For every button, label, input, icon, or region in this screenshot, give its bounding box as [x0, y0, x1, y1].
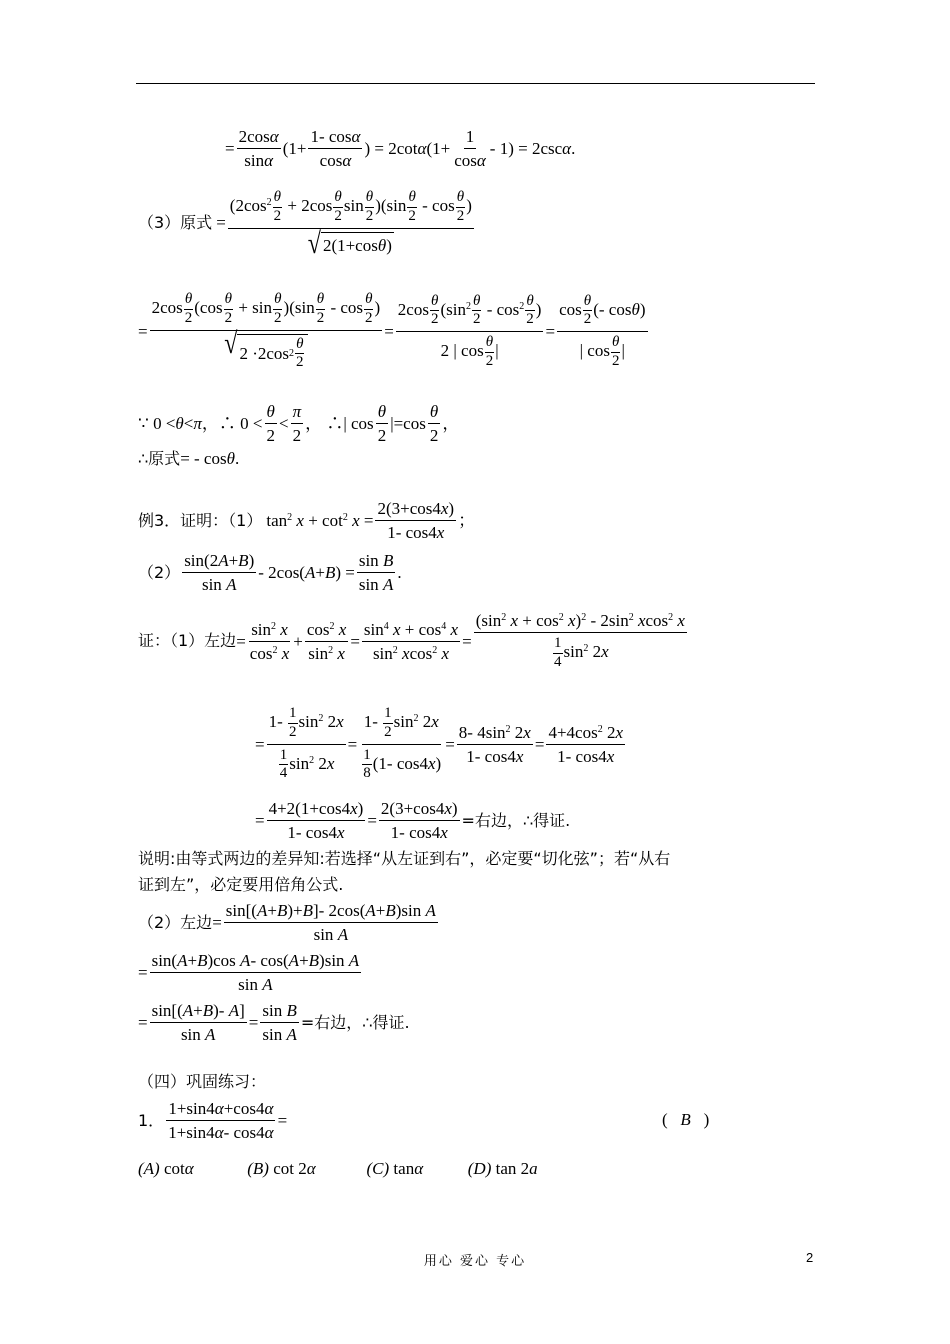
question-1: 1． $\frac{1+\sin 4\alpha+\cos 4\alpha}{1+\sin 4\alpha- \cos 4\alpha}$ =	[138, 1099, 288, 1142]
answer-value: B	[680, 1110, 691, 1129]
example-3-line: 例3．证明：（1） $\tan^2 x + \cot^2 x$ = $\frac{2(3+\cos 4x)}{1- \cos 4x}$ ；	[138, 499, 476, 542]
question-1-number: 1．	[138, 1110, 165, 1130]
orig-label: （3）原式	[138, 212, 213, 232]
proof-line-2: = 1- $\frac{1}{2}$ $\sin^2 2x$ $\frac{1}{4}$ $\sin^2 2x$ = 1- $\frac{1}{2}$ $\sin^2 2x$ $\frac{1}{8}$ (1- cos4x) = $\frac{8- 4\sin^2 2x}{1- \cos 4x}$ = $\frac{4+4\cos^2 2x}{1- \cos 4x}$	[255, 705, 623, 782]
p2-label: （2）左边	[138, 912, 213, 932]
proof2-line-1: （2）左边 = $\frac{\text{sin[(A+B)+B]- 2cos(A+B)sin A}}{\text{sin A}}$	[138, 901, 436, 944]
equation-line-5: ∴原式 = - cos θ .	[138, 448, 240, 468]
option-c[interactable]: (C) tanα	[366, 1159, 424, 1178]
equation-line-3: = 2cos $\frac{\theta}{2}$ (cos $\frac{\theta}{2}$ + sin $\frac{\theta}{2}$ )(sin $\frac{\theta}{2}$ - cos $\frac{\theta}{2}$ ) √ 2 ·2cos 2 θ 2 = 2cos $\frac{\theta}{2}$ ($\sin^2$ $\frac{\theta}{2}$ - $\cos^2$ $\frac{\theta}{2}$ ) 2 | cos $\frac{\theta}{2}$ | = cos $\frac{\theta}{2}$ (- cosθ) | cos $\frac{\theta}{2}$ |	[138, 291, 646, 371]
orig-result-label: ∴原式	[138, 448, 181, 468]
footer-text: 用心 爱心 专心	[423, 1254, 527, 1269]
example-3-part2: （2） $\frac{\sin(2A+B)}{\text{sin A}}$ - 2cos( A + B ) = $\frac{\text{sin B}}{\text{sin A}}$ .	[138, 551, 402, 594]
proof-line-1: 证：（1）左边 = $\frac{\sin^2 x}{\cos^2 x}$ + $\frac{\cos^2 x}{\sin^2 x}$ = $\frac{\sin^4 x + \cos^4 x}{\sin^2 xcos^2 x}$ = ($\sin^2$ $x + \cos^2 x)^2 - 2\sin^2$ xcos$^2$ x $\frac{1}{4}$ $\sin^2 2x$	[138, 611, 685, 670]
equation-line-4: ∵ 0 < θ < π ，∴ 0 < $\frac{\theta}{2}$ < $\frac{\pi}{2}$ ， ∴| cos $\frac{\theta}{2}$ |=cos $\frac{\theta}{2}$ ，	[138, 402, 460, 445]
option-d[interactable]: (D) tan 2a	[467, 1159, 538, 1178]
option-a[interactable]: (A) cotα	[138, 1159, 194, 1178]
equation-line-2: （3）原式 = ($2\cos^2$ $\frac{\theta}{2}$ + 2cos $\frac{\theta}{2}$ sin $\frac{\theta}{2}$ )(sin $\frac{\theta}{2}$ - cos $\frac{\theta}{2}$ ) √ 2(1+cos θ )	[138, 189, 472, 260]
options-row	[138, 1160, 538, 1177]
option-b[interactable]: (B) cot 2α	[247, 1159, 316, 1178]
proof2-line-3: = $\frac{\sin[(A+B)- A]}{\text{sin A}}$ = $\frac{\text{sin B}}{\text{sin A}}$ =右边，∴得证.	[138, 1001, 410, 1044]
header-rule	[136, 83, 815, 84]
page-number: 2	[806, 1250, 814, 1265]
example-3-label: 例3．证明：（1）	[138, 510, 263, 530]
explanation-line-1: 说明:由等式两边的差异知:若选择“从左证到右”，必定要“切化弦”；若“从右	[138, 849, 671, 868]
p2-right-text: =右边，∴得证.	[300, 1012, 410, 1032]
proof-line-3: = $\frac{4+2(1+\cos 4x)}{1- \cos 4x}$ = $\frac{2(3+\cos 4x)}{1- \cos 4x}$ =右边，∴得证.	[255, 799, 571, 842]
right-side-text: =右边，∴得证.	[461, 810, 571, 830]
proof-label: 证：（1）左边	[138, 631, 237, 651]
answer-bracket: ( B )	[662, 1110, 710, 1129]
part2-label: （2）	[138, 562, 181, 582]
equation-line-1: = $\frac{2\cos\alpha}{\sin\alpha}$ (1+ $\frac{1- \cos\alpha}{\cos\alpha}$ ) = 2cot α (1+ $\frac{1}{\cos\alpha}$ - 1) = 2csc α .	[225, 127, 576, 170]
practice-title: （四）巩固练习：	[138, 1072, 267, 1091]
explanation-line-2: 证到左”，必定要用倍角公式.	[138, 875, 344, 894]
proof2-line-2: = $\frac{\text{sin(A+B)cos A- cos(A+B)sin A}}{\text{sin A}}$	[138, 951, 360, 994]
